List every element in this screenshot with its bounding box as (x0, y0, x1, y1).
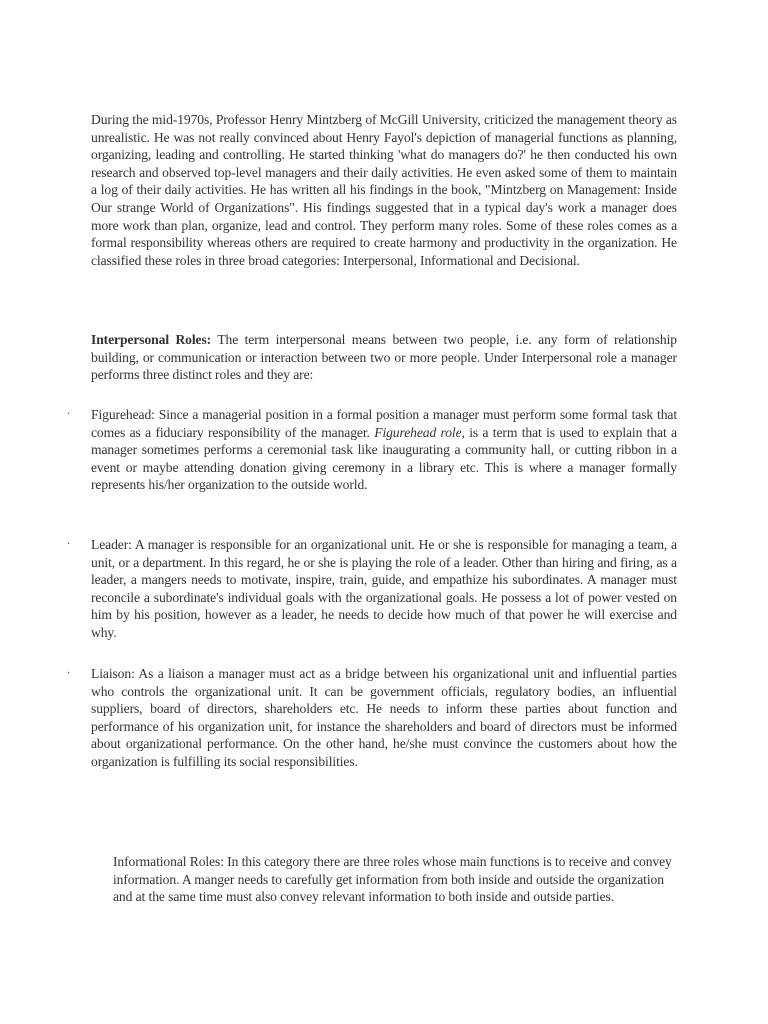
liaison-paragraph: Liaison: As a liaison a manager must act as a bridge between his organizational unit and influential parties who controls the organizational unit. It can be government officials, regulatory bodies, an influential suppliers, board of directors, shareholders etc. He needs to inform these parties about function and performance of his organization unit, for instance the shareholders and board of directors must be informed about organizational performance. On the other hand, he/she must convince the customers about how the organization is fulfilling its social responsibilities. (91, 666, 677, 769)
interpersonal-text: The term interpersonal means between two people, i.e. any form of relationship building, or communication or interaction between two or more people. Under Interpersonal role a manager performs three distinct roles and they are: (91, 332, 677, 383)
interpersonal-paragraph (91, 331, 677, 384)
bullet-icon: · (67, 668, 71, 679)
informational-paragraph: Informational Roles: In this category there are three roles whose main functions is to receive and convey information. A manger needs to carefully get information from both inside and outside the organization and at the same time must also convey relevant information to both inside and outside parties. (113, 854, 672, 905)
figurehead-paragraph (91, 406, 677, 494)
bullet-icon: · (67, 539, 71, 550)
bullet-icon: · (67, 409, 71, 420)
figurehead-text-continued: is a term that is used to explain that a manager sometimes performs a ceremonial task like inaugurating a community hall, or cutting ribbon in a event or maybe attending donation giving ceremony in a library etc. This is where a manager formally represents his/her organization to the outside world. (91, 424, 677, 493)
list-item-figurehead (67, 406, 677, 494)
figurehead-italic-term: Figurehead role, (374, 424, 465, 440)
list-item-liaison (67, 665, 677, 771)
intro-paragraph: During the mid-1970s, Professor Henry Mintzberg of McGill University, criticized the management theory as unrealistic. He was not really convinced about Henry Fayol's depiction of managerial functions as planning, organizing, leading and controlling. He started thinking 'what do managers do?' he then conducted his own research and observed top-level managers and their daily activities. He even asked some of them to maintain a log of their daily activities. He has written all his findings in the book, "Mintzberg on Management: Inside Our strange World of Organizations". His findings suggested that in a typical day's work a manager does more work than plan, organize, lead and control. They perform many roles. Some of these roles comes as a formal responsibility whereas others are required to create harmony and productivity in the organization. He classified these roles in three broad categories: Interpersonal, Informational and Decisional. (91, 112, 677, 268)
leader-paragraph: Leader: A manager is responsible for an organizational unit. He or she is responsible for managing a team, a unit, or a department. In this regard, he or she is playing the role of a leader. Other than hiring and firing, as a leader, a mangers needs to motivate, inspire, train, guide, and empathize his subordinates. A manager must reconcile a subordinate's individual goals with the organizational goals. He possess a lot of power vested on him by his position, however as a leader, he needs to decide how much of that power he will exercise and why. (91, 537, 677, 640)
figurehead-text: Figurehead: Since a managerial position in a formal position a manager must perform some formal task that comes as a fiduciary responsibility of the manager. (91, 407, 677, 440)
list-item-leader (67, 536, 677, 642)
interpersonal-heading: Interpersonal Roles: (91, 332, 212, 347)
